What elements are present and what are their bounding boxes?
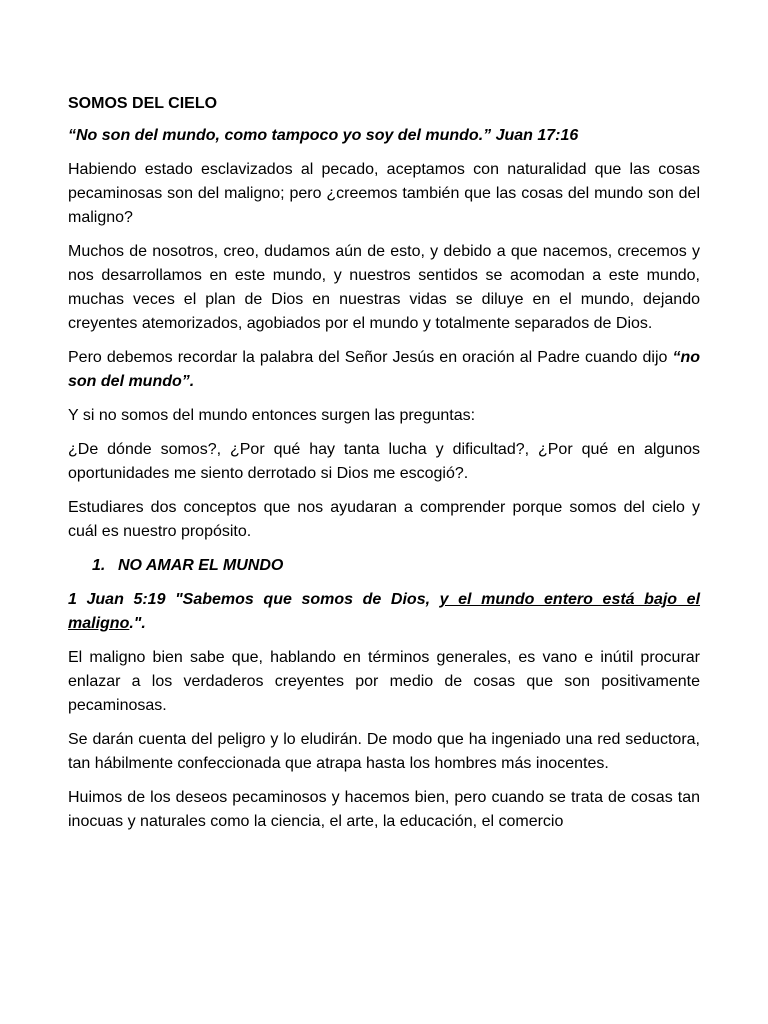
verse-underlined: y el mundo entero está bajo el maligno	[68, 591, 701, 632]
paragraph-4: Y si no somos del mundo entonces surgen las preguntas:	[68, 407, 476, 424]
paragraph-6: Estudiares dos conceptos que nos ayudaran a comprender porque somos del cielo y cuál es nuestro propósito.	[68, 499, 700, 540]
section-heading	[68, 554, 700, 578]
bible-verse	[68, 588, 700, 636]
paragraph-8: Se darán cuenta del peligro y lo eludirán. De modo que ha ingeniado una red seductora, tan hábilmente confeccionada que atrapa hasta los hombres más inocentes.	[68, 731, 700, 772]
paragraph-3-text: Pero debemos recordar la palabra del Señor Jesús en oración al Padre cuando dijo	[68, 349, 673, 366]
paragraph-2: Muchos de nosotros, creo, dudamos aún de esto, y debido a que nacemos, crecemos y nos desarrollamos en este mundo, y nuestros sentidos se acomodan a este mundo, muchas veces el plan de Dios en nuestras vidas se diluye en el mundo, dejando creyentes atemorizados, agobiados por el mundo y totalmente separados de Dios.	[68, 243, 700, 332]
paragraph-9: Huimos de los deseos pecaminosos y hacemos bien, pero cuando se trata de cosas tan inocuas y naturales como la ciencia, el arte, la educación, el comercio	[68, 789, 700, 830]
paragraph-7: El maligno bien sabe que, hablando en términos generales, es vano e inútil procurar enlazar a los verdaderos creyentes por medio de cosas que son positivamente pecaminosas.	[68, 649, 700, 714]
document-title: SOMOS DEL CIELO	[68, 95, 218, 112]
paragraph-3	[68, 346, 700, 394]
paragraph-3-emphasis: “no son del mundo”.	[68, 349, 700, 390]
section-number: 1.	[92, 557, 106, 574]
paragraph-5: ¿De dónde somos?, ¿Por qué hay tanta lucha y dificultad?, ¿Por qué en algunos oportunidades me siento derrotado si Dios me escogió?.	[68, 441, 700, 482]
section-label: NO AMAR EL MUNDO	[118, 557, 284, 574]
verse-part-3: .".	[129, 615, 146, 632]
epigraph-quote: “No son del mundo, como tampoco yo soy del mundo.” Juan 17:16	[68, 127, 579, 144]
verse-part-1: 1 Juan 5:19 "Sabemos que somos de Dios,	[68, 591, 440, 608]
paragraph-1: Habiendo estado esclavizados al pecado, aceptamos con naturalidad que las cosas pecaminosas son del maligno; pero ¿creemos también que las cosas del mundo son del maligno?	[68, 161, 700, 226]
